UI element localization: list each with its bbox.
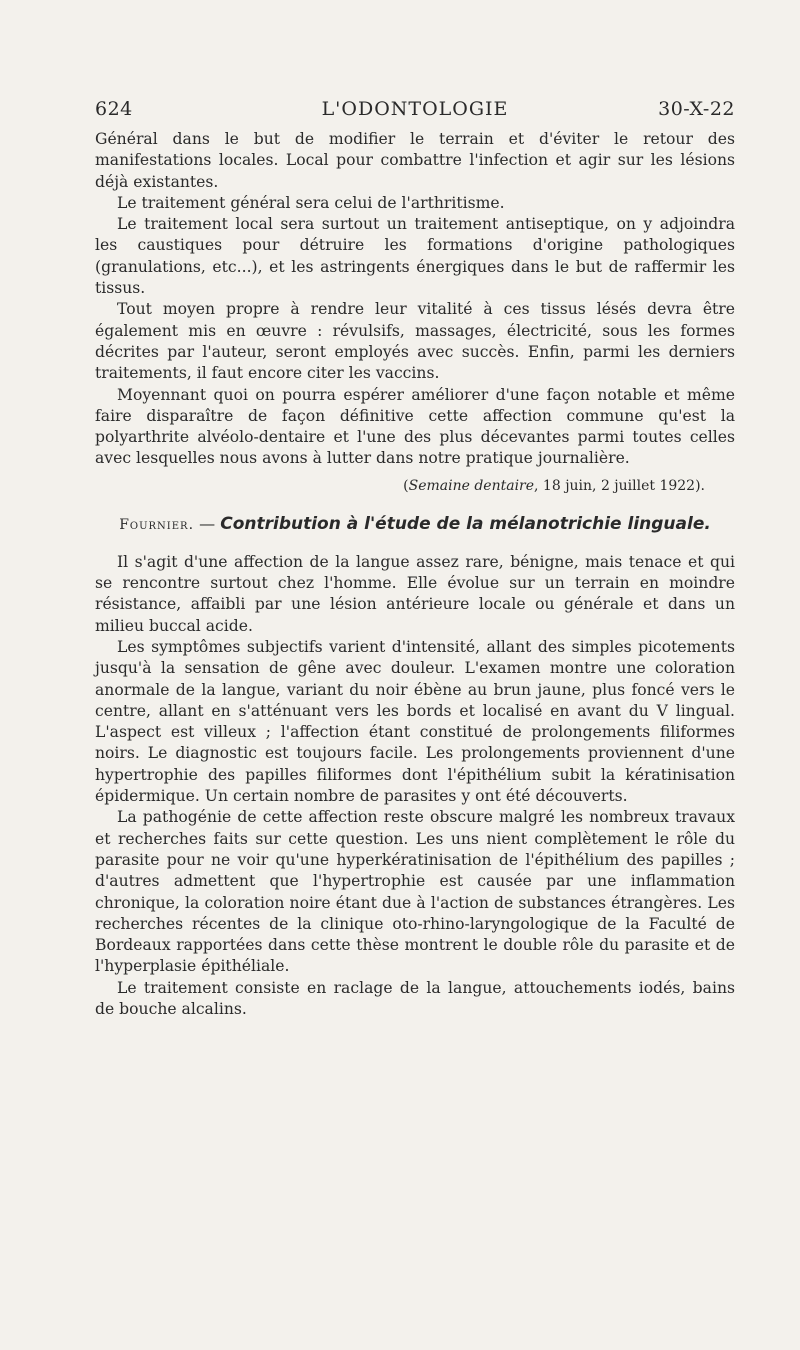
paragraph: Les symptômes subjectifs varient d'intensité, allant des simples picotements jusqu'à la sensation de gêne avec douleur. L'examen montre une coloration anormale de la langue, variant du noir ébène au brun jaune, plus foncé vers le centre, allant en s'atténuant vers les bords et localisé en avant du V lingual. L'aspect est villeux ; l'affection étant constitué de prolongements filiformes noirs. Le diagnostic est toujours facile. Les prolongements proviennent d'une hypertrophie des papilles filiformes dont l'épithélium subit la kératinisation épidermique. Un certain nombre de parasites y ont été découverts.	[95, 637, 735, 806]
citation-journal: Semaine dentaire	[408, 477, 535, 494]
article-title: Contribution à l'étude de la mélanotrichie linguale.	[220, 513, 711, 534]
paragraph: Moyennant quoi on pourra espérer améliorer d'une façon notable et même faire disparaître de façon définitive cette affection commune qu'est la polyarthrite alvéolo-dentaire et l'une des plus décevantes parmi toutes celles avec lesquelles nous avons à lutter dans notre pratique journalière.	[95, 385, 735, 468]
paragraph: Tout moyen propre à rendre leur vitalité à ces tissus lésés devra être également mis en œuvre : révulsifs, massages, électricité, sous les formes décrites par l'auteur, seront employés avec succès. Enfin, parmi les derniers traitements, il faut encore citer les vaccins.	[95, 300, 735, 383]
paragraph: Il s'agit d'une affection de la langue assez rare, bénigne, mais tenace et qui se rencontre surtout chez l'homme. Elle évolue sur un terrain en moindre résistance, affaibli par une lésion antérieure locale ou générale et dans un milieu buccal acide.	[95, 552, 735, 635]
paragraph: Général dans le but de modifier le terrain et d'éviter le retour des manifestations locales. Local pour combattre l'infection et agir sur les lésions déjà existantes.	[95, 130, 735, 191]
previous-article-ending	[95, 129, 735, 470]
running-head	[95, 98, 735, 124]
article-heading	[95, 513, 735, 536]
heading-dash: —	[194, 513, 221, 533]
citation-date: , 18 juin, 2 juillet 1922).	[534, 477, 705, 494]
issue-date: 30-X-22	[658, 98, 735, 120]
article-author: Fournier.	[119, 516, 195, 533]
journal-title: L'ODONTOLOGIE	[321, 98, 509, 120]
paragraph: Le traitement général sera celui de l'arthritisme.	[117, 193, 505, 212]
paragraph: La pathogénie de cette affection reste obscure malgré les nombreux travaux et recherches faits sur cette question. Les uns nient complètement le rôle du parasite pour ne voir qu'une hyperkératinisation de l'épithélium des papilles ; d'autres admettent que l'hypertrophie est causée par une inflammation chronique, la coloration noire étant due à l'action de substances étrangères. Les recherches récentes de la clinique oto-rhino-laryngologique de la Faculté de Bordeaux rapportées dans cette thèse montrent le double rôle du parasite et de l'hyperplasie épithéliale.	[95, 808, 735, 976]
article-body	[95, 552, 735, 1021]
citation-open: (	[403, 477, 409, 494]
paragraph: Le traitement local sera surtout un traitement antiseptique, on y adjoindra les caustiques pour détruire les formations d'origine pathologiques (granulations, etc...), et les astringents énergiques dans le but de raffermir les tissus.	[95, 215, 735, 298]
page	[95, 98, 735, 1020]
page-number: 624	[95, 98, 133, 120]
paragraph: Le traitement consiste en raclage de la langue, attouchements iodés, bains de bouche alcalins.	[95, 978, 735, 1018]
source-citation	[95, 476, 735, 497]
